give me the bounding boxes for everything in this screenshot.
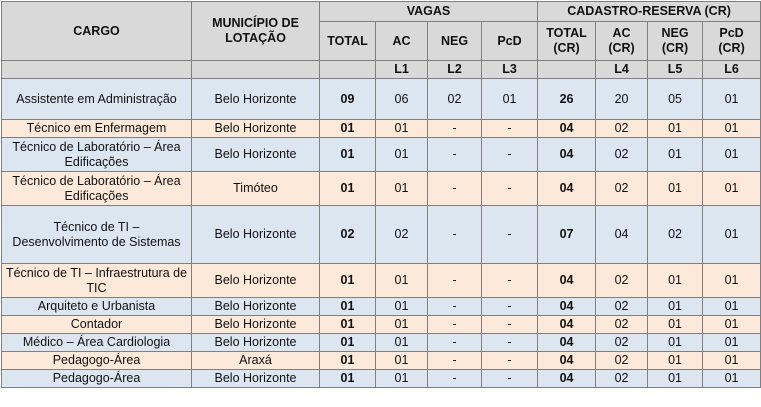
cell-municipio: Belo Horizonte [192,138,320,172]
cell-cr-pcd: 01 [703,206,761,264]
cell-cr-neg: 02 [648,206,703,264]
table-row [2,334,761,352]
cell-ac: 01 [376,138,428,172]
table-row [2,172,761,206]
header-code-l1: L1 [376,61,428,79]
cell-ac: 01 [376,264,428,298]
cell-cr-pcd: 01 [703,120,761,138]
table-body [2,79,761,388]
cell-cargo: Técnico de Laboratório – Área Edificações [2,172,192,206]
cell-neg: - [428,298,482,316]
table-row [2,316,761,334]
table-header [2,2,761,79]
cell-cr-ac: 02 [596,264,648,298]
header-code-blank [320,61,376,79]
cell-cr-ac: 04 [596,206,648,264]
table-row [2,120,761,138]
cell-municipio: Belo Horizonte [192,264,320,298]
cell-cr-ac: 02 [596,120,648,138]
cell-cr-neg: 01 [648,138,703,172]
cell-neg: - [428,334,482,352]
header-total: TOTAL [320,22,376,61]
cell-neg: - [428,264,482,298]
cell-pcd: - [482,120,538,138]
cell-total: 01 [320,316,376,334]
cell-cr-ac: 02 [596,352,648,370]
cell-cargo: Pedagogo-Área [2,370,192,388]
cell-ac: 01 [376,298,428,316]
header-code-l4: L4 [596,61,648,79]
cell-ac: 02 [376,206,428,264]
cell-ac: 06 [376,79,428,120]
cell-municipio: Belo Horizonte [192,120,320,138]
cell-cargo: Arquiteto e Urbanista [2,298,192,316]
cell-total: 09 [320,79,376,120]
cell-ac: 01 [376,316,428,334]
header-code-l6: L6 [703,61,761,79]
table-row [2,264,761,298]
cell-cr-total: 04 [538,120,596,138]
header-code-blank [2,61,192,79]
cell-pcd: - [482,316,538,334]
cell-cr-total: 04 [538,298,596,316]
cell-neg: - [428,370,482,388]
cell-cargo: Técnico em Enfermagem [2,120,192,138]
cell-municipio: Belo Horizonte [192,298,320,316]
cell-cargo: Médico – Área Cardiologia [2,334,192,352]
cell-total: 02 [320,206,376,264]
header-cr-pcd: PcD (CR) [703,22,761,61]
header-code-l2: L2 [428,61,482,79]
cell-ac: 01 [376,334,428,352]
cell-neg: - [428,352,482,370]
cell-ac: 01 [376,120,428,138]
header-cargo: CARGO [2,2,192,61]
table-row [2,352,761,370]
cell-cr-pcd: 01 [703,316,761,334]
cell-cr-neg: 01 [648,316,703,334]
header-code-l3: L3 [482,61,538,79]
cell-cr-pcd: 01 [703,264,761,298]
table-row [2,79,761,120]
cell-cargo: Técnico de Laboratório – Área Edificações [2,138,192,172]
cell-total: 01 [320,334,376,352]
cell-cargo: Contador [2,316,192,334]
cell-neg: 02 [428,79,482,120]
cell-neg: - [428,316,482,334]
header-ac: AC [376,22,428,61]
cell-cargo: Técnico de TI – Desenvolvimento de Sistemas [2,206,192,264]
header-cr-ac: AC (CR) [596,22,648,61]
cell-pcd: - [482,352,538,370]
cell-cr-neg: 01 [648,264,703,298]
cell-cr-ac: 02 [596,138,648,172]
cell-cr-pcd: 01 [703,172,761,206]
cell-pcd: 01 [482,79,538,120]
cell-municipio: Belo Horizonte [192,206,320,264]
header-neg: NEG [428,22,482,61]
cell-cr-pcd: 01 [703,298,761,316]
cell-cr-neg: 01 [648,352,703,370]
cell-ac: 01 [376,352,428,370]
cell-pcd: - [482,172,538,206]
header-cr: CADASTRO-RESERVA (CR) [538,2,761,22]
cell-cr-ac: 02 [596,298,648,316]
header-code-l5: L5 [648,61,703,79]
cell-cr-total: 07 [538,206,596,264]
cell-total: 01 [320,298,376,316]
cell-cargo: Assistente em Administração [2,79,192,120]
table-row [2,298,761,316]
cell-cr-total: 04 [538,138,596,172]
header-code-blank [538,61,596,79]
cell-cr-ac: 02 [596,334,648,352]
cell-cr-total: 04 [538,352,596,370]
cell-cr-pcd: 01 [703,79,761,120]
cell-neg: - [428,172,482,206]
cell-cr-neg: 01 [648,334,703,352]
cell-pcd: - [482,298,538,316]
header-pcd: PcD [482,22,538,61]
cell-neg: - [428,138,482,172]
cell-cr-ac: 20 [596,79,648,120]
cell-pcd: - [482,264,538,298]
cell-pcd: - [482,206,538,264]
table-row [2,138,761,172]
cell-cr-total: 04 [538,334,596,352]
cell-cr-ac: 02 [596,316,648,334]
cell-pcd: - [482,334,538,352]
header-code-blank [192,61,320,79]
cell-municipio: Belo Horizonte [192,316,320,334]
cell-cr-total: 26 [538,79,596,120]
cell-cr-pcd: 01 [703,352,761,370]
header-cr-total: TOTAL (CR) [538,22,596,61]
cell-total: 01 [320,264,376,298]
cell-total: 01 [320,172,376,206]
table-row [2,206,761,264]
cell-cr-neg: 05 [648,79,703,120]
cell-cr-neg: 01 [648,370,703,388]
cell-cr-pcd: 01 [703,334,761,352]
cell-municipio: Araxá [192,352,320,370]
cell-neg: - [428,120,482,138]
header-cr-neg: NEG (CR) [648,22,703,61]
cell-ac: 01 [376,370,428,388]
cell-municipio: Timóteo [192,172,320,206]
cell-neg: - [428,206,482,264]
cell-municipio: Belo Horizonte [192,370,320,388]
cell-cr-total: 04 [538,316,596,334]
header-municipio: MUNICÍPIO DE LOTAÇÃO [192,2,320,61]
cell-cargo: Pedagogo-Área [2,352,192,370]
cell-municipio: Belo Horizonte [192,334,320,352]
cell-total: 01 [320,352,376,370]
table-row [2,370,761,388]
cell-cr-total: 04 [538,370,596,388]
cell-ac: 01 [376,172,428,206]
header-vagas: VAGAS [320,2,538,22]
cell-cr-pcd: 01 [703,370,761,388]
cell-cr-neg: 01 [648,120,703,138]
cell-cr-total: 04 [538,264,596,298]
cell-municipio: Belo Horizonte [192,79,320,120]
cell-cr-neg: 01 [648,172,703,206]
cell-cr-total: 04 [538,172,596,206]
cell-cargo: Técnico de TI – Infraestrutura de TIC [2,264,192,298]
cell-total: 01 [320,120,376,138]
cell-pcd: - [482,138,538,172]
cell-pcd: - [482,370,538,388]
cell-total: 01 [320,138,376,172]
vacancy-table [1,1,761,388]
cell-total: 01 [320,370,376,388]
cell-cr-ac: 02 [596,172,648,206]
cell-cr-pcd: 01 [703,138,761,172]
cell-cr-neg: 01 [648,298,703,316]
cell-cr-ac: 02 [596,370,648,388]
